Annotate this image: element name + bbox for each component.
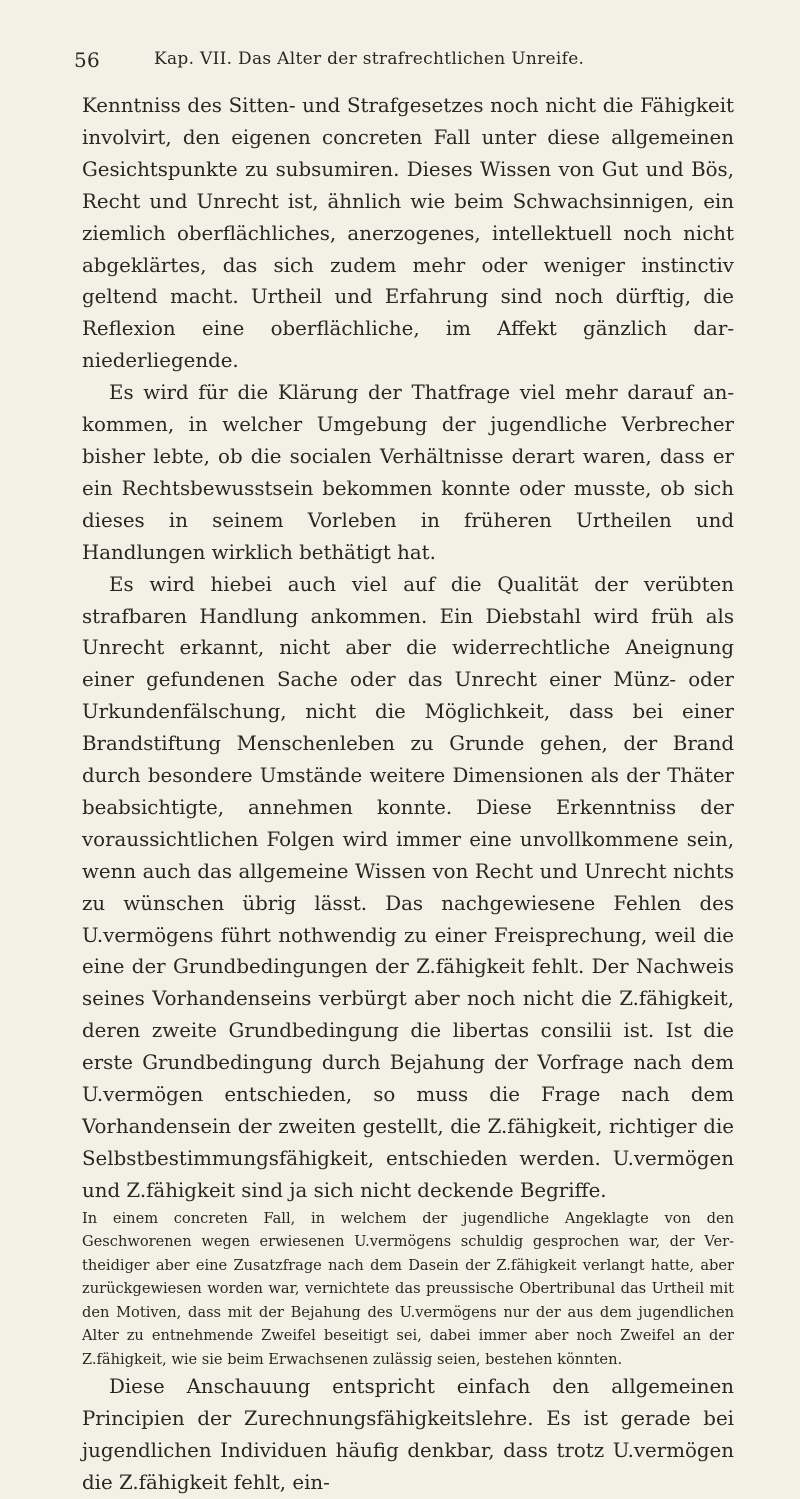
paragraph: Kenntniss des Sitten- und Strafgesetzes noch nicht die Fähigkeit involvirt, den eigenen concreten Fall unter diese allgemeinen Gesichtspunkte zu subsumiren. Dieses Wissen von Gut und Bös, Recht und Unrecht ist, ähnlich wie beim Schwachsinnigen, ein ziemlich oberflächliches, anerzogenes, intellektuell noch nicht abgeklärtes, das sich zudem mehr oder weniger instinctiv geltend macht. Urtheil und Erfahrung sind noch dürftig, die Reflexion eine oberflächliche, im Affekt gänzlich darniederliegende. (82, 94, 734, 373)
page-header (74, 48, 740, 78)
page-number: 56 (74, 48, 101, 72)
paragraph: Diese Anschauung entspricht einfach den allgemeinen Principien der Zurechnungsfähigkeitslehre. Es ist gerade bei jugendlichen Individuen häufig denkbar, dass trotz U.vermögen die Z.fähigkeit fehlt, ein- (82, 1375, 734, 1494)
running-head: Kap. VII. Das Alter der strafrechtlichen Unreife. (154, 49, 585, 69)
paragraph: Es wird hiebei auch viel auf die Qualität der verübten strafbaren Handlung ankommen. Ein Diebstahl wird früh als Unrecht erkannt, nicht aber die widerrechtliche Aneignung einer gefundenen Sache oder das Unrecht einer Münz- oder Urkundenfälschung, nicht die Möglichkeit, dass bei einer Brandstiftung Menschenleben zu Grunde gehen, der Brand durch besondere Umstände weitere Dimensionen als der Thäter beabsichtigte, annehmen konnte. Diese Erkenntniss der voraussichtlichen Folgen wird immer eine unvollkommene sein, wenn auch das allgemeine Wissen von Recht und Unrecht nichts zu wünschen übrig lässt. Das nachgewiesene Fehlen des U.vermögens führt nothwendig zu einer Freisprechung, weil die eine der Grundbedingungen der Z.fähigkeit fehlt. Der Nachweis seines Vorhandenseins verbürgt aber noch nicht die Z.fähigkeit, deren zweite Grundbedingung die libertas consilii ist. Ist die erste Grundbedingung durch Bejahung der Vorfrage nach dem U.vermögen entschieden, so muss die Frage nach dem Vorhandensein der zweiten gestellt, die Z.fähigkeit, richtiger die Selbstbestimmungsfähigkeit, entschieden werden. U.vermögen und Z.fähigkeit sind ja sich nicht deckende Begriffe. (82, 572, 734, 1202)
footnote-small-print: In einem concreten Fall, in welchem der jugendliche Angeklagte von den Geschworenen wegen erwiesenen U.vermögens schuldig gesprochen war, der Vertheidiger aber eine Zusatzfrage nach dem Dasein der Z.fähigkeit verlangt hatte, aber zurückgewiesen worden war, vernichtete das preussische Obertribunal das Urtheil mit den Motiven, dass mit der Bejahung des U.vermögens nur der aus dem jugendlichen Alter zu entnehmende Zweifel beseitigt sei, dabei immer aber noch Zweifel an der Z.fähigkeit, wie sie beim Erwachsenen zulässig seien, bestehen könnten. (82, 1209, 734, 1368)
body-text (82, 90, 734, 1499)
paragraph: Es wird für die Klärung der Thatfrage viel mehr darauf ankommen, in welcher Umgebung der jugendliche Verbrecher bisher lebte, ob die socialen Verhältnisse derart waren, dass er ein Rechtsbewusstsein bekommen konnte oder musste, ob sich dieses in seinem Vorleben in früheren Urtheilen und Handlungen wirklich bethätigt hat. (82, 381, 734, 564)
